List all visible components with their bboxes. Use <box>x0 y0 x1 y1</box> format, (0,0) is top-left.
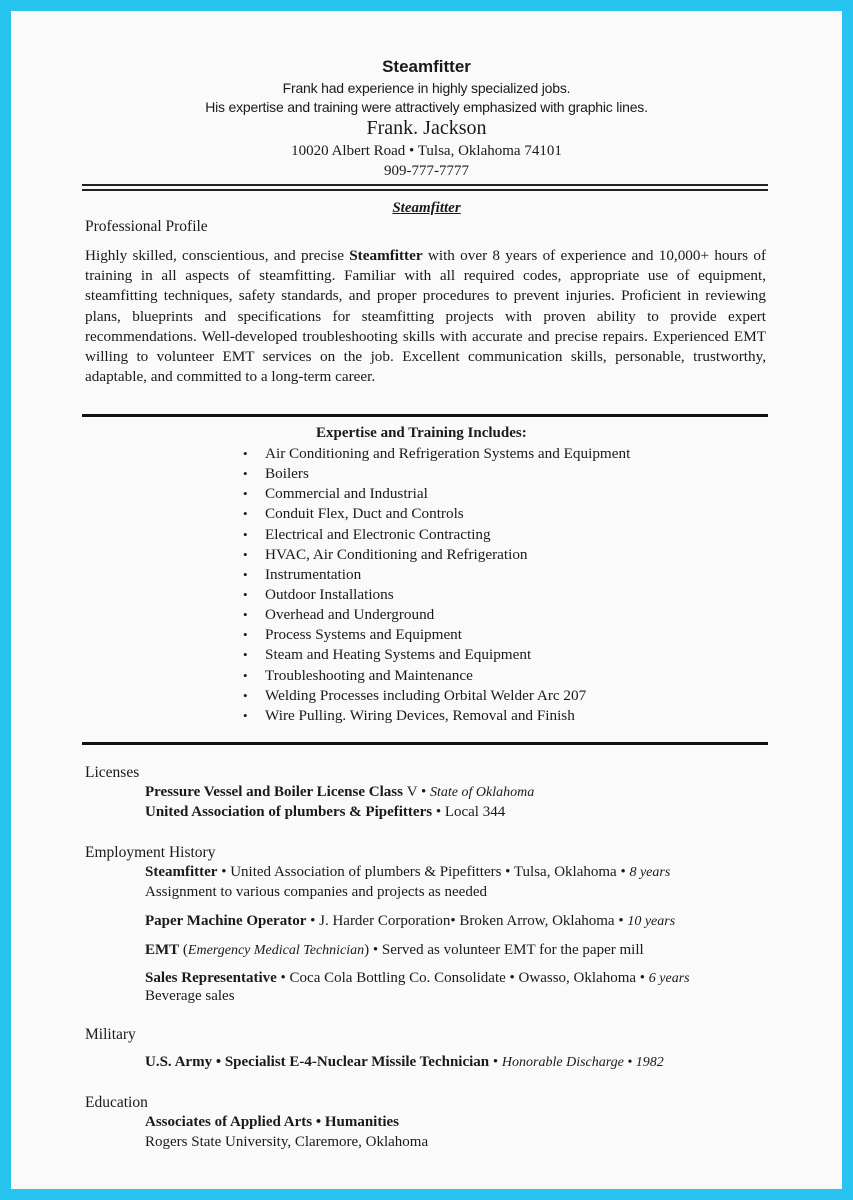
list-item <box>243 645 630 665</box>
job-details: • Coca Cola Bottling Co. Consolidate • Owasso, Oklahoma • <box>276 970 649 986</box>
list-item <box>243 545 630 565</box>
military-separator: • <box>489 1054 502 1070</box>
list-item-text: Conduit Flex, Duct and Controls <box>265 505 464 523</box>
list-item-text: Welding Processes including Orbital Welder Arc 207 <box>265 686 587 704</box>
expertise-list <box>243 444 630 726</box>
list-item-text: Boilers <box>265 465 309 483</box>
list-item-text: Overhead and Underground <box>265 606 435 624</box>
list-item-text: HVAC, Air Conditioning and Refrigeration <box>265 545 528 563</box>
bullet-icon: • <box>243 546 248 562</box>
education-degree <box>145 1114 399 1131</box>
job-details: ) • Served as volunteer EMT for the paper mill <box>364 942 644 958</box>
license-entry <box>145 784 534 801</box>
military-discharge: Honorable Discharge • 1982 <box>501 1055 664 1070</box>
expertise-heading: Expertise and Training Includes: <box>316 425 527 441</box>
license-class: V • <box>406 784 431 800</box>
list-item <box>243 625 630 645</box>
list-item-text: Air Conditioning and Refrigeration Systems and Equipment <box>265 445 631 462</box>
profile-text-rest: with over 8 years of experience and 10,000+ hours of training in all aspects of steamfitting. Familiar with all required codes, appropriate use of equipment, steamfitting techniques, safety standards, and proper procedures to prevent injuries. Proficient in reviewing plans, blueprints and specifications for steamfitting projects with proven ability to provide expert recommendations. Well-developed troubleshooting skills with accurate and precise repairs. Experienced EMT willing to volunteer EMT services on the job. Excellent communication skills, personable, trustworthy, adaptable, and committed to a long-term career. <box>85 247 766 386</box>
list-item-text: Wire Pulling. Wiring Devices, Removal and Finish <box>265 706 575 724</box>
license-entry <box>145 804 505 821</box>
bullet-icon: • <box>243 486 248 502</box>
military-service: U.S. Army • Specialist E-4-Nuclear Missile Technician <box>145 1054 490 1070</box>
job-entry <box>145 864 670 881</box>
bullet-icon: • <box>243 526 248 542</box>
job-note: Beverage sales <box>145 988 235 1004</box>
bullet-icon: • <box>243 627 248 643</box>
job-title: Steamfitter <box>145 864 218 880</box>
profile-summary <box>85 246 766 387</box>
job-entry <box>145 942 644 959</box>
list-item <box>243 525 630 545</box>
bullet-icon: • <box>243 707 248 723</box>
list-item <box>243 565 630 585</box>
list-item <box>243 666 630 686</box>
license-issuer: State of Oklahoma <box>430 785 535 800</box>
profile-heading: Professional Profile <box>85 218 208 235</box>
military-heading: Military <box>85 1026 136 1043</box>
job-duration: 10 years <box>627 914 676 929</box>
education-heading: Education <box>85 1094 148 1111</box>
phone: 909-777-7777 <box>384 163 469 179</box>
license-local: • Local 344 <box>432 804 506 820</box>
list-item-text: Steam and Heating Systems and Equipment <box>265 646 532 664</box>
list-item <box>243 484 630 504</box>
licenses-heading: Licenses <box>85 764 140 781</box>
list-item <box>243 706 630 726</box>
job-note: Assignment to various companies and projects as needed <box>145 884 487 900</box>
list-item-text: Instrumentation <box>265 565 362 583</box>
job-details: • J. Harder Corporation• Broken Arrow, Oklahoma • <box>306 913 628 929</box>
bullet-icon: • <box>243 586 248 602</box>
description-line-2: His expertise and training were attractively emphasized with graphic lines. <box>205 99 648 115</box>
job-entry <box>145 970 690 987</box>
job-entry <box>145 913 675 930</box>
address: 10020 Albert Road • Tulsa, Oklahoma 74101 <box>291 143 562 159</box>
list-item-text: Troubleshooting and Maintenance <box>265 666 473 684</box>
job-duration: 8 years <box>629 865 671 880</box>
list-item <box>243 444 630 464</box>
bullet-icon: • <box>243 466 248 482</box>
candidate-name: Frank. Jackson <box>366 117 487 139</box>
military-entry <box>145 1054 664 1071</box>
list-item <box>243 504 630 524</box>
job-title-expanded: Emergency Medical Technician <box>187 943 365 958</box>
list-item-text: Process Systems and Equipment <box>265 626 462 644</box>
employment-heading: Employment History <box>85 844 216 861</box>
list-item-text: Electrical and Electronic Contracting <box>265 525 491 543</box>
job-subheading: Steamfitter <box>392 200 461 216</box>
job-title: EMT <box>145 942 180 958</box>
bullet-icon: • <box>243 446 248 461</box>
divider-2 <box>82 742 768 745</box>
bullet-icon: • <box>243 647 248 663</box>
profile-text-bold: Steamfitter <box>349 247 423 264</box>
degree-name: Associates of Applied Arts • Humanities <box>145 1114 400 1130</box>
list-item-text: Commercial and Industrial <box>265 485 428 503</box>
license-name: Pressure Vessel and Boiler License Class <box>145 784 407 800</box>
job-details: • United Association of plumbers & Pipefitters • Tulsa, Oklahoma • <box>217 864 630 880</box>
bullet-icon: • <box>243 506 248 522</box>
license-name: United Association of plumbers & Pipefitters <box>145 804 433 820</box>
resume-title: Steamfitter <box>382 57 471 76</box>
list-item <box>243 585 630 605</box>
job-details-pre: ( <box>179 942 188 958</box>
list-item-text: Outdoor Installations <box>265 585 394 603</box>
job-title: Sales Representative <box>145 970 277 986</box>
bullet-icon: • <box>243 667 248 683</box>
profile-text-start: Highly skilled, conscientious, and precise <box>85 247 350 264</box>
job-title: Paper Machine Operator <box>145 913 307 929</box>
education-school: Rogers State University, Claremore, Oklahoma <box>145 1134 429 1150</box>
list-item <box>243 464 630 484</box>
bullet-icon: • <box>243 566 248 582</box>
list-item <box>243 686 630 706</box>
job-duration: 6 years <box>648 971 690 986</box>
bullet-icon: • <box>243 687 248 703</box>
description-line-1: Frank had experience in highly specialized jobs. <box>282 80 571 96</box>
bullet-icon: • <box>243 607 248 623</box>
header-double-divider <box>82 184 768 191</box>
divider-1 <box>82 414 768 417</box>
list-item <box>243 605 630 625</box>
